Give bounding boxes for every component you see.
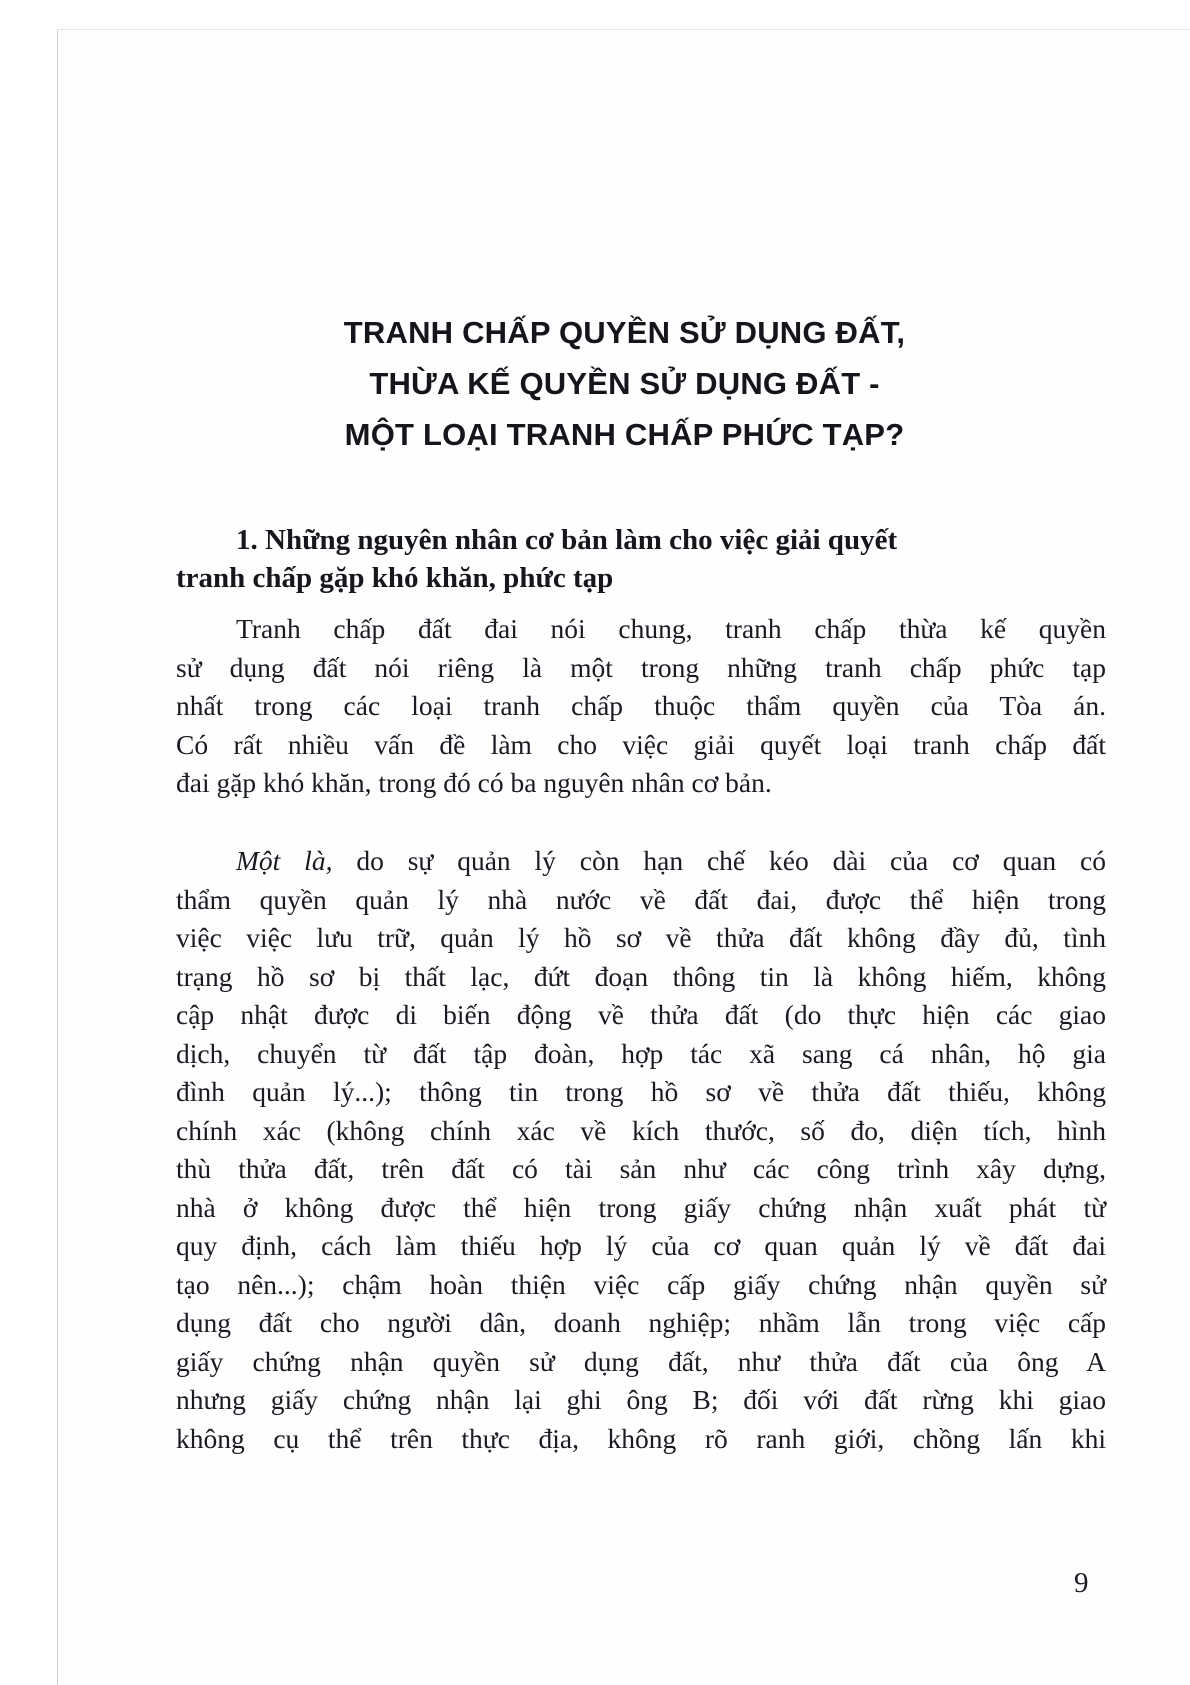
text-line: nhà ở không được thể hiện trong giấy chứng nhận xuất phát từ xyxy=(176,1191,1106,1223)
text-line: thù thửa đất, trên đất có tài sản như các công trình xây dựng, xyxy=(176,1153,1106,1184)
paragraph-reason-one xyxy=(176,842,1106,1458)
text-line: trạng hồ sơ bị thất lạc, đứt đoạn thông tin là không hiếm, không xyxy=(176,960,1106,992)
text-line: Có rất nhiều vấn đề làm cho việc giải quyết loại tranh chấp đất xyxy=(176,728,1106,760)
text-line xyxy=(176,842,1106,881)
paragraph-intro xyxy=(176,610,1106,803)
chapter-title xyxy=(58,307,1190,460)
text-line-rest: do sự quản lý còn hạn chế kéo dài của cơ quan có xyxy=(332,845,1106,876)
text-line: đai gặp khó khăn, trong đó có ba nguyên nhân cơ bản. xyxy=(176,767,772,798)
section-heading-line: tranh chấp gặp khó khăn, phức tạp xyxy=(176,562,614,594)
text-line: nhất trong các loại tranh chấp thuộc thẩm quyền của Tòa án. xyxy=(176,690,1106,721)
section-heading-line: 1. Những nguyên nhân cơ bản làm cho việc giải quyết xyxy=(236,524,898,556)
text-line: đình quản lý...); thông tin trong hồ sơ về thửa đất thiếu, không xyxy=(176,1076,1106,1107)
text-line: quy định, cách làm thiếu hợp lý của cơ quan quản lý về đất đai xyxy=(176,1230,1106,1261)
text-line: không cụ thể trên thực địa, không rõ ranh giới, chồng lấn khi xyxy=(176,1422,1106,1454)
chapter-title-line: THỪA KẾ QUYỀN SỬ DỤNG ĐẤT - xyxy=(369,366,880,401)
text-line: sử dụng đất nói riêng là một trong những tranh chấp phức tạp xyxy=(176,651,1106,683)
text-line: giấy chứng nhận quyền sử dụng đất, như thửa đất của ông A xyxy=(176,1345,1106,1377)
text-line: Tranh chấp đất đai nói chung, tranh chấp thừa kế quyền xyxy=(236,613,1106,644)
text-line: tạo nên...); chậm hoàn thiện việc cấp giấy chứng nhận quyền sử xyxy=(176,1268,1106,1300)
chapter-title-line: MỘT LOẠI TRANH CHẤP PHỨC TẠP? xyxy=(344,417,905,452)
text-line: việc việc lưu trữ, quản lý hồ sơ về thửa đất không đầy đủ, tình xyxy=(176,922,1106,953)
text-line: dụng đất cho người dân, doanh nghiệp; nhầm lẫn trong việc cấp xyxy=(176,1307,1106,1338)
italic-lead-phrase: Một là, xyxy=(236,845,333,876)
chapter-title-line: TRANH CHẤP QUYỀN SỬ DỤNG ĐẤT, xyxy=(343,315,906,350)
page-number: 9 xyxy=(1074,1567,1089,1599)
text-line: thẩm quyền quản lý nhà nước về đất đai, được thể hiện trong xyxy=(176,883,1106,915)
text-line: dịch, chuyển từ đất tập đoàn, hợp tác xã sang cá nhân, hộ gia xyxy=(176,1037,1106,1069)
text-line: nhưng giấy chứng nhận lại ghi ông B; đối với đất rừng khi giao xyxy=(176,1384,1106,1415)
text-line: cập nhật được di biến động về thửa đất (do thực hiện các giao xyxy=(176,999,1106,1030)
book-page xyxy=(57,29,1190,1685)
text-line: chính xác (không chính xác về kích thước, số đo, diện tích, hình xyxy=(176,1114,1106,1146)
section-heading xyxy=(176,521,1106,597)
